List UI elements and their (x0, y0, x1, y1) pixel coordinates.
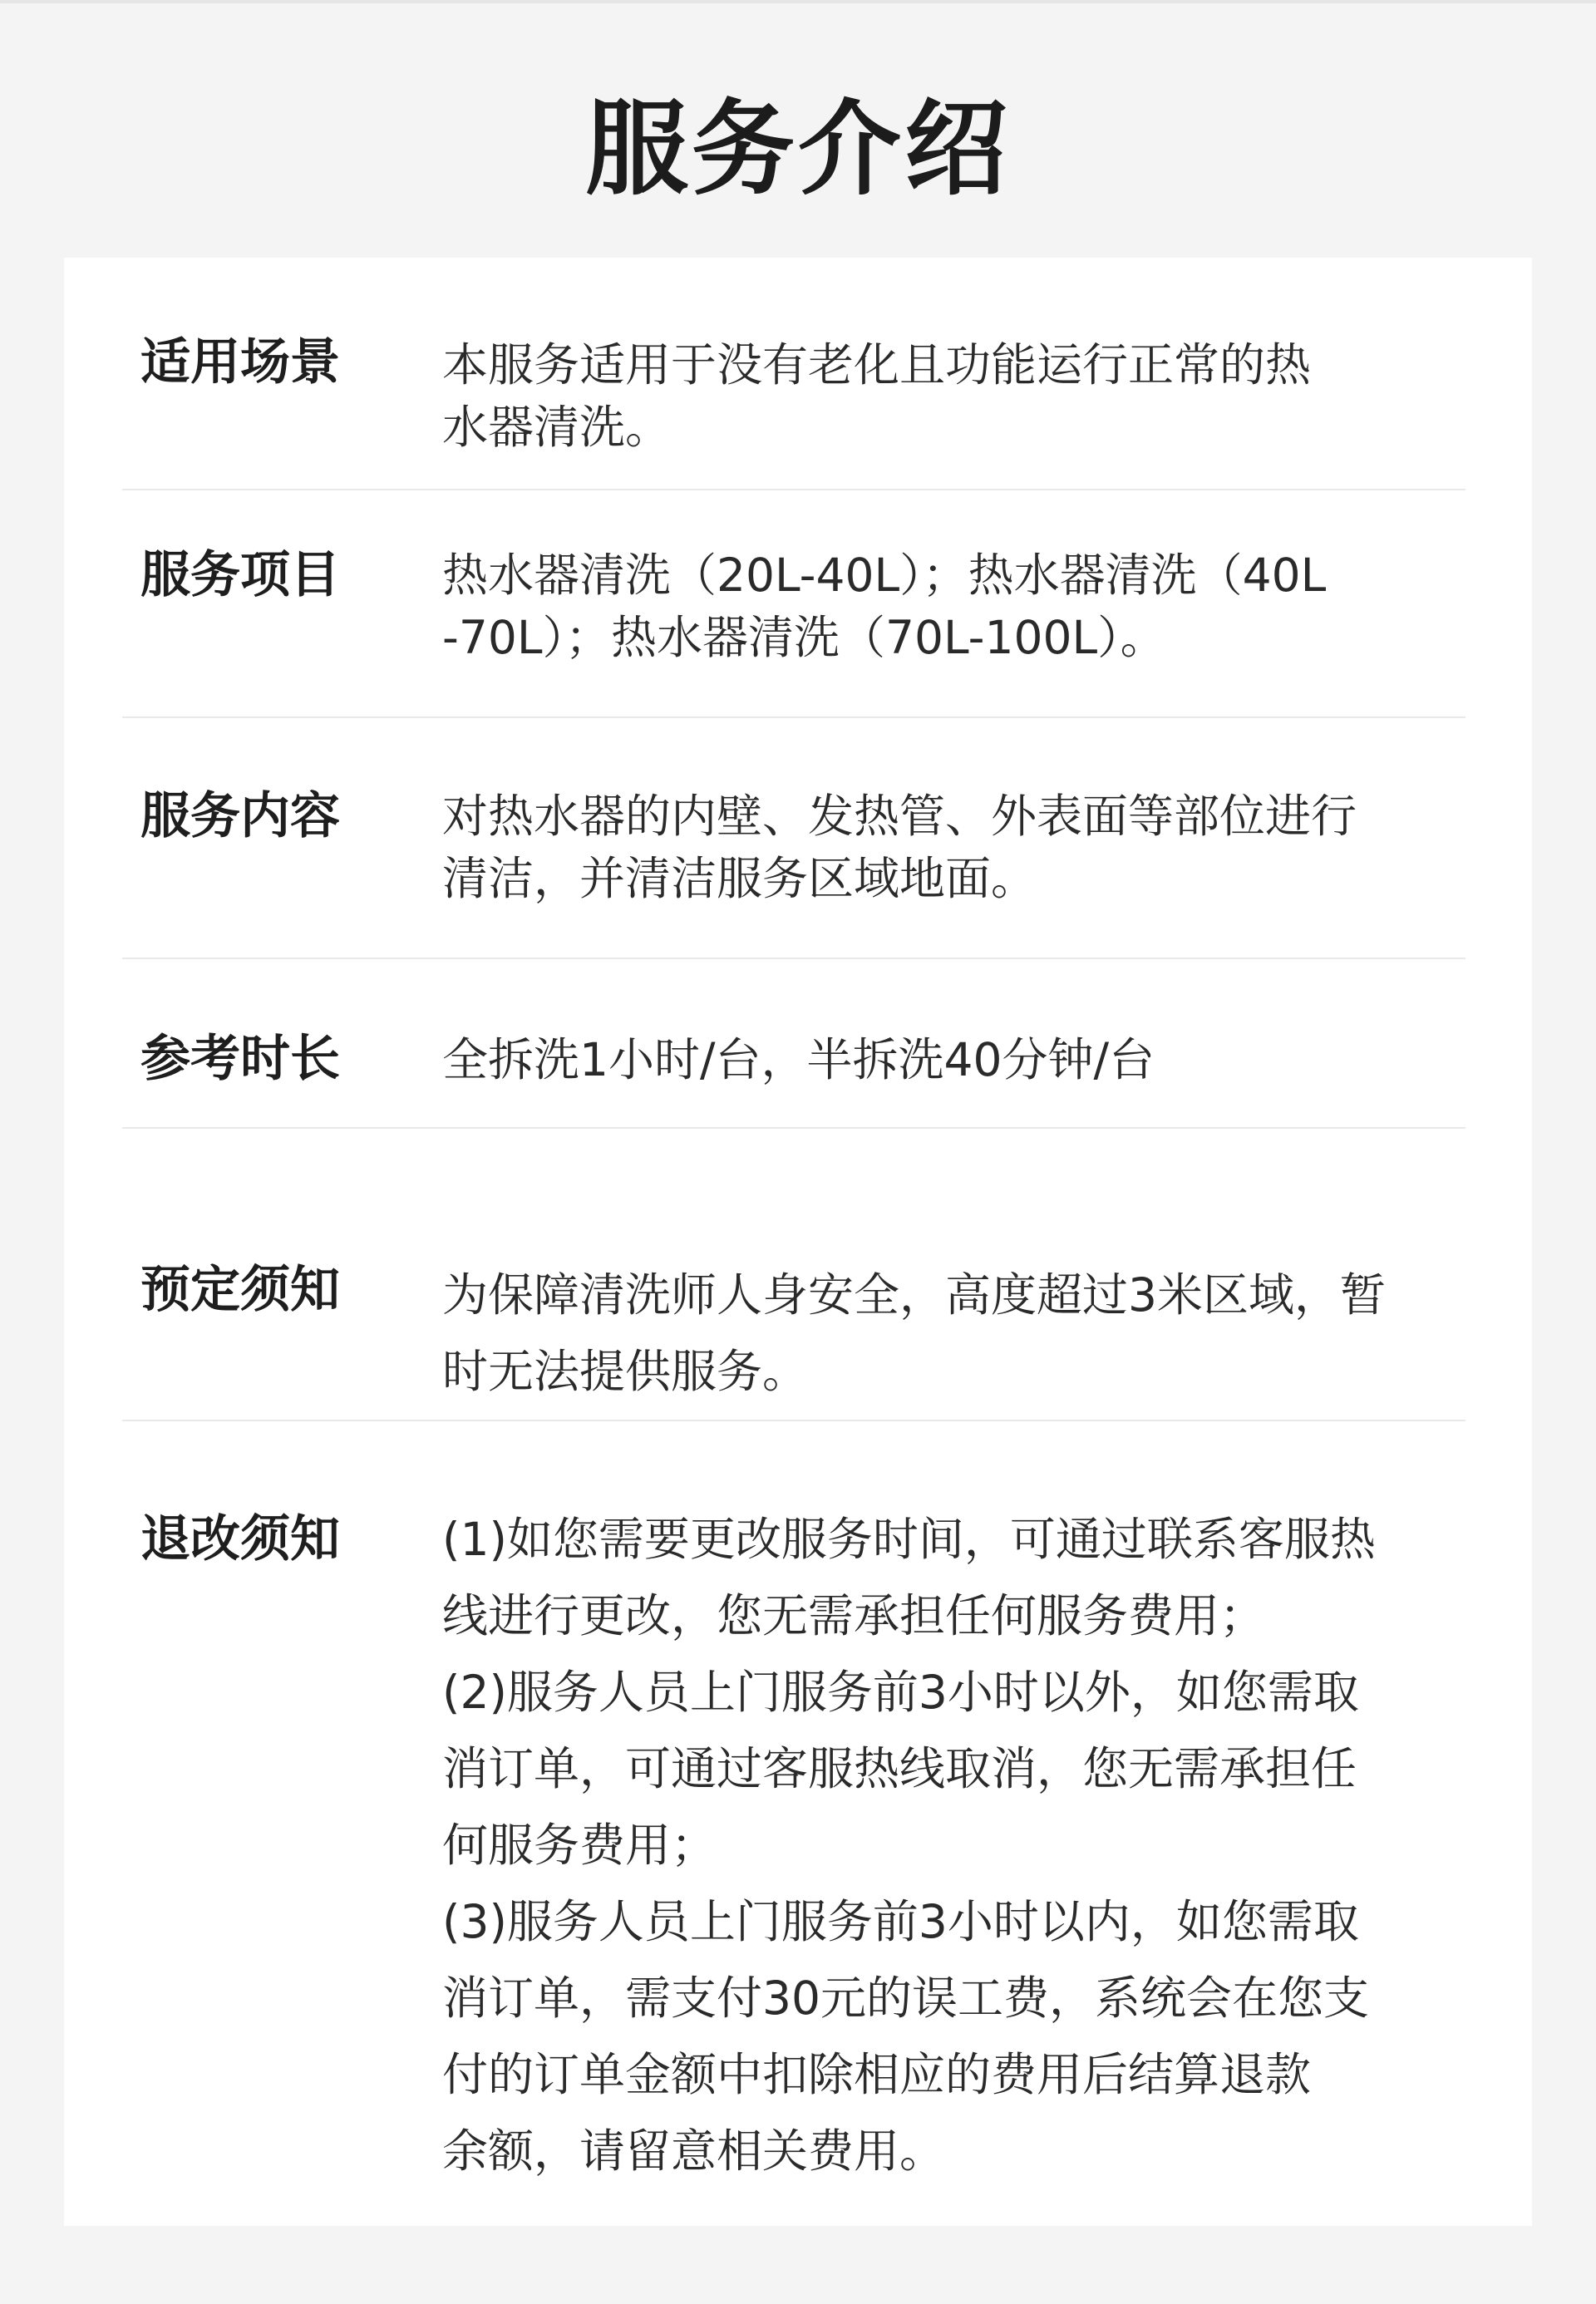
section-text-content: 对热水器的内壁、发热管、外表面等部位进行 清洁，并清洁服务区域地面。 (442, 790, 1357, 905)
section-text-items: 热水器清洗（20L-40L）；热水器清洗（40L -70L）；热水器清洗（70L-100L）。 (442, 549, 1327, 664)
section-divider (122, 1420, 1465, 1421)
section-text-scenario: 本服务适用于没有老化且功能运行正常的热 水器清洗。 (442, 338, 1312, 454)
section-label-scenario: 适用场景 (140, 333, 340, 391)
section-label-booking: 预定须知 (140, 1261, 340, 1319)
service-info-card (64, 258, 1532, 2226)
section-divider (122, 489, 1465, 490)
page-title: 服务介绍 (584, 90, 1011, 209)
top-divider (0, 0, 1596, 3)
section-divider (122, 958, 1465, 959)
section-divider (122, 1127, 1465, 1129)
section-text-duration: 全拆洗1小时/台，半拆洗40分钟/台 (442, 1033, 1155, 1086)
section-label-items: 服务项目 (140, 546, 340, 604)
section-label-refund: 退改须知 (140, 1510, 340, 1568)
section-divider (122, 716, 1465, 718)
section-text-refund: (1)如您需要更改服务时间，可通过联系客服热 线进行更改，您无需承担任何服务费用； (2)服务人员上门服务前3小时以外，如您需取 消订单，可通过客服热线取消，您无需承担任 何服务费用； (3)服务人员上门服务前3小时以内，如您需取 消订单，需支付30元的误工费，系统会在您支 付的订单金额中扣除相应的费用后结算退款 余额，请留意相关费用。 (442, 1513, 1376, 2178)
section-text-booking: 为保障清洗师人身安全，高度超过3米区域，暂 时无法提供服务。 (442, 1268, 1386, 1398)
section-label-content: 服务内容 (140, 787, 340, 845)
section-label-duration: 参考时长 (140, 1030, 340, 1088)
